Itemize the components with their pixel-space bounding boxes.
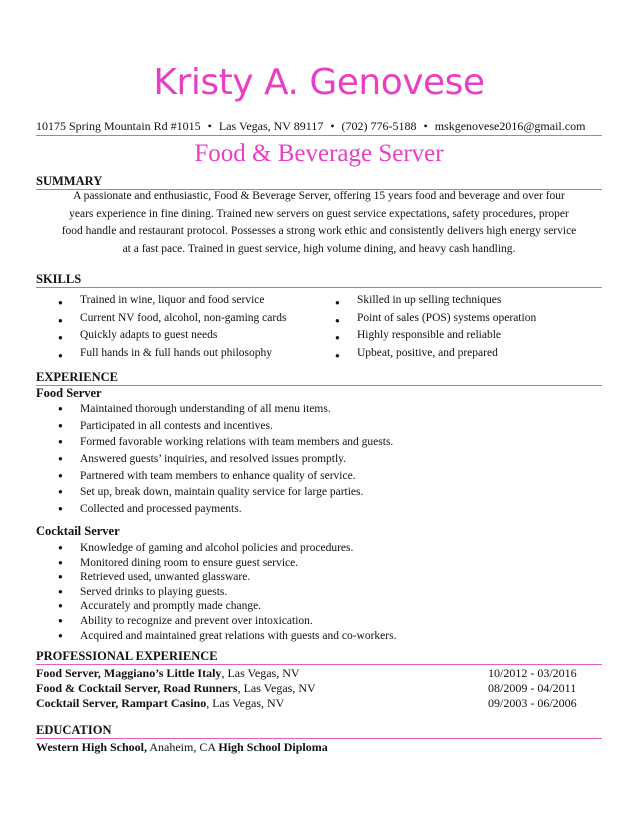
- duty-item: ● Acquired and maintained great relations with guests and co-workers.: [58, 629, 396, 644]
- summary-line: years experience in fine dining. Trained new servers on guest service expectations, safety procedures, proper: [69, 207, 569, 220]
- school-name: Western High School,: [36, 740, 148, 754]
- contact-city: Las Vegas, NV 89117: [218, 119, 324, 133]
- summary-text: [36, 188, 602, 258]
- summary-line: A passionate and enthusiastic, Food & Beverage Server, offering 15 years food and beverage and over four: [73, 190, 565, 202]
- duty-item: ● Formed favorable working relations with team members and guests.: [58, 434, 393, 451]
- duty-item: ● Accurately and promptly made change.: [58, 599, 396, 614]
- duty-item: ● Set up, break down, maintain quality service for large parties.: [58, 484, 393, 501]
- employment-role: Food Server, Maggiano’s Little Italy: [36, 666, 222, 680]
- skill-item: ● Highly responsible and reliable: [335, 329, 536, 347]
- employment-dates: 10/2012 - 03/2016: [488, 666, 577, 680]
- skill-item: ● Upbeat, positive, and prepared: [335, 347, 536, 365]
- duty-item: ● Knowledge of gaming and alcohol policies and procedures.: [58, 541, 396, 556]
- skill-item: ● Current NV food, alcohol, non-gaming cards: [58, 312, 286, 330]
- school-location: Anaheim, CA: [147, 740, 219, 754]
- employment-row: [36, 696, 602, 711]
- job-heading-food-server: Food Server: [36, 386, 102, 400]
- employment-role: Cocktail Server, Rampart Casino: [36, 696, 207, 710]
- duty-item: ● Answered guests’ inquiries, and resolved issues promptly.: [58, 451, 393, 468]
- employment-dates: 09/2003 - 06/2006: [488, 696, 577, 710]
- contact-phone: (702) 776-5188: [341, 119, 417, 133]
- contact-address: 10175 Spring Mountain Rd #1015: [36, 119, 201, 133]
- divider: [36, 135, 602, 136]
- experience-heading: EXPERIENCE: [36, 370, 118, 384]
- summary-heading: SUMMARY: [36, 174, 103, 188]
- employment-location: , Las Vegas, NV: [237, 681, 316, 695]
- skills-heading: SKILLS: [36, 272, 82, 286]
- contact-line: [36, 119, 602, 134]
- duty-item: ● Maintained thorough understanding of all menu items.: [58, 401, 393, 418]
- employment-row: [36, 681, 602, 696]
- duty-item: ● Partnered with team members to enhance quality of service.: [58, 468, 393, 485]
- skill-item: ● Skilled in up selling techniques: [335, 294, 536, 312]
- divider: [36, 385, 602, 386]
- skill-item: ● Quickly adapts to guest needs: [58, 329, 286, 347]
- professional-experience-heading: PROFESSIONAL EXPERIENCE: [36, 649, 218, 663]
- education-entry: [36, 740, 328, 755]
- employment-location: , Las Vegas, NV: [206, 696, 285, 710]
- contact-email: mskgenovese2016@gmail.com: [434, 119, 586, 133]
- divider: [36, 287, 602, 288]
- employment-role: Food & Cocktail Server, Road Runners: [36, 681, 238, 695]
- education-heading: EDUCATION: [36, 723, 112, 737]
- summary-line: at a fast pace. Trained in guest service, high volume dining, and heavy cash handling.: [122, 242, 516, 255]
- employment-dates: 08/2009 - 04/2011: [488, 681, 577, 695]
- skill-item: ● Trained in wine, liquor and food service: [58, 294, 286, 312]
- skills-list-right: [335, 294, 536, 364]
- duty-item: ● Served drinks to playing guests.: [58, 585, 396, 600]
- divider: [36, 738, 602, 739]
- degree: High School Diploma: [218, 740, 328, 754]
- skills-list-left: [58, 294, 286, 364]
- job-title: Food & Beverage Server: [194, 140, 444, 167]
- duty-item: ● Retrieved used, unwanted glassware.: [58, 570, 396, 585]
- job-heading-cocktail-server: Cocktail Server: [36, 524, 120, 538]
- cocktail-server-duties: [58, 541, 396, 643]
- skill-item: ● Full hands in & full hands out philosophy: [58, 347, 286, 365]
- summary-line: food handle and restaurant protocol. Possesses a strong work ethic and consistently delivers high energy service: [61, 225, 577, 237]
- employment-row: [36, 666, 602, 681]
- food-server-duties: [58, 401, 393, 518]
- separator-dot: •: [330, 119, 335, 133]
- separator-dot: •: [423, 119, 428, 133]
- duty-item: ● Collected and processed payments.: [58, 501, 393, 518]
- duty-item: ● Ability to recognize and prevent over intoxication.: [58, 614, 396, 629]
- duty-item: ● Participated in all contests and incentives.: [58, 418, 393, 435]
- employment-location: , Las Vegas, NV: [221, 666, 300, 680]
- candidate-name: Kristy A. Genovese: [153, 62, 485, 103]
- duty-item: ● Monitored dining room to ensure guest service.: [58, 556, 396, 571]
- divider: [36, 664, 602, 665]
- skill-item: ● Point of sales (POS) systems operation: [335, 312, 536, 330]
- employment-history: [36, 666, 602, 711]
- separator-dot: •: [207, 119, 212, 133]
